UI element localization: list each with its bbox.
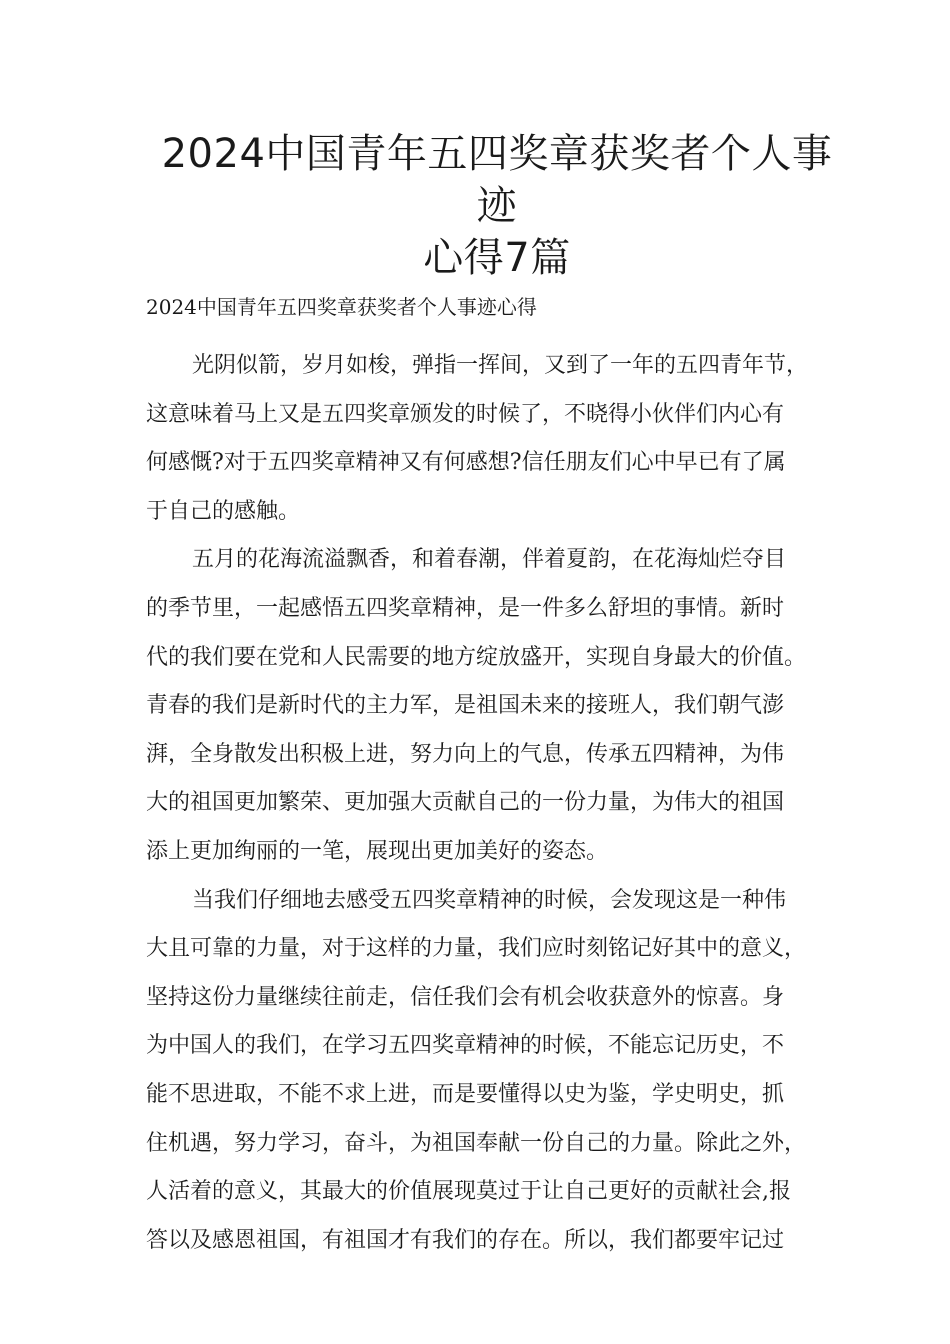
paragraph-line: 坚持这份力量继续往前走，信任我们会有机会收获意外的惊喜。身 [146, 984, 785, 1010]
paragraph-line: 大且可靠的力量，对于这样的力量，我们应时刻铭记好其中的意义， [146, 936, 807, 962]
paragraph-line: 湃，全身散发出积极上进，努力向上的气息，传承五四精神，为伟 [146, 741, 785, 767]
document-subtitle: 2024中国青年五四奖章获奖者个人事迹心得 [146, 295, 537, 319]
paragraph-line: 于自己的感触。 [146, 498, 301, 524]
paragraph-line: 当我们仔细地去感受五四奖章精神的时候，会发现这是一种伟 [192, 887, 787, 913]
paragraph-1 [146, 342, 830, 536]
document-body [146, 342, 830, 1265]
title-line-2: 心得7篇 [423, 235, 571, 281]
paragraph-line: 答以及感恩祖国，有祖国才有我们的存在。所以，我们都要牢记过 [146, 1227, 785, 1253]
paragraph-line: 人活着的意义，其最大的价值展现莫过于让自己更好的贡献社会,报 [146, 1179, 791, 1205]
paragraph-line: 代的我们要在党和人民需要的地方绽放盛开，实现自身最大的价值。 [146, 644, 807, 670]
paragraph-3 [146, 877, 830, 1266]
document-title [144, 128, 850, 284]
paragraph-line: 添上更加绚丽的一笔，展现出更加美好的姿态。 [146, 838, 609, 864]
paragraph-line: 青春的我们是新时代的主力军，是祖国未来的接班人，我们朝气澎 [146, 693, 785, 719]
paragraph-2 [146, 536, 830, 876]
paragraph-line: 光阴似箭，岁月如梭，弹指一挥间，又到了一年的五四青年节， [192, 353, 809, 378]
paragraph-line: 的季节里，一起感悟五四奖章精神，是一件多么舒坦的事情。新时 [146, 595, 785, 621]
paragraph-line: 为中国人的我们，在学习五四奖章精神的时候，不能忘记历史，不 [146, 1033, 785, 1059]
paragraph-line: 五月的花海流溢飘香，和着春潮，伴着夏韵，在花海灿烂夺目 [192, 547, 787, 573]
paragraph-line: 这意味着马上又是五四奖章颁发的时候了，不晓得小伙伴们内心有 [146, 401, 785, 427]
paragraph-line: 大的祖国更加繁荣、更加强大贡献自己的一份力量，为伟大的祖国 [146, 790, 785, 816]
paragraph-line: 何感慨?对于五四奖章精神又有何感想?信任朋友们心中早已有了属 [146, 450, 786, 476]
title-line-1: 2024中国青年五四奖章获奖者个人事迹 [161, 131, 833, 229]
paragraph-line: 住机遇，努力学习，奋斗，为祖国奉献一份自己的力量。除此之外， [146, 1130, 807, 1156]
paragraph-line: 能不思进取，不能不求上进，而是要懂得以史为鉴，学史明史，抓 [146, 1081, 785, 1107]
